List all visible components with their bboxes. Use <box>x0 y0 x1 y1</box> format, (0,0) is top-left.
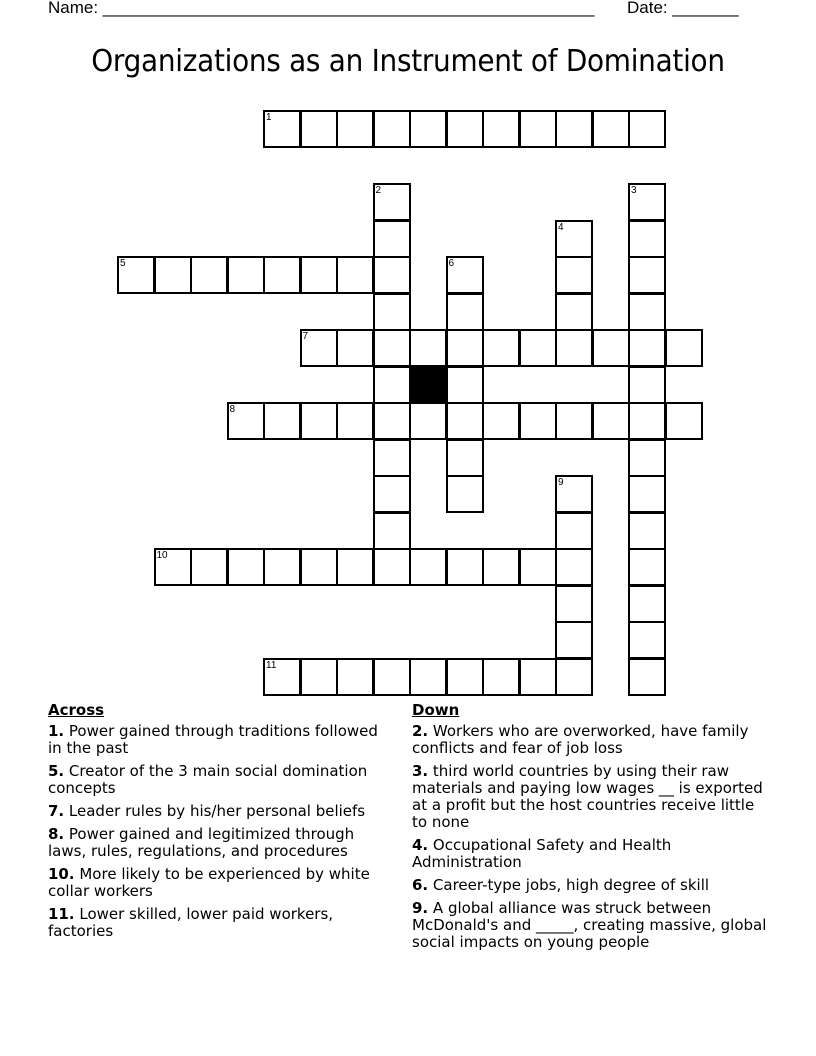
clue-down-2 <box>412 723 772 757</box>
grid-cell[interactable] <box>519 329 557 367</box>
grid-cell[interactable] <box>336 658 374 696</box>
grid-cell[interactable] <box>628 402 666 440</box>
grid-cell[interactable] <box>628 366 666 404</box>
grid-cell[interactable] <box>519 110 557 148</box>
down-heading: Down <box>412 701 460 719</box>
grid-cell[interactable] <box>409 329 447 367</box>
grid-cell[interactable] <box>117 256 155 294</box>
grid-cell[interactable] <box>154 548 192 586</box>
clue-across-1 <box>48 723 393 757</box>
grid-cell[interactable] <box>628 329 666 367</box>
clue-text: More likely to be experienced by white collar workers <box>48 865 370 900</box>
grid-cell[interactable] <box>519 658 557 696</box>
grid-cell[interactable] <box>482 329 520 367</box>
grid-cell[interactable] <box>555 658 593 696</box>
grid-cell[interactable] <box>628 621 666 659</box>
grid-cell[interactable] <box>555 548 593 586</box>
clue-number: 4. <box>412 836 429 854</box>
grid-cell[interactable] <box>555 256 593 294</box>
date-field[interactable]: Date: _______ <box>627 0 739 17</box>
grid-cell[interactable] <box>373 183 411 221</box>
clue-across-8 <box>48 826 393 860</box>
clue-number: 5. <box>48 762 65 780</box>
grid-cell[interactable] <box>482 658 520 696</box>
grid-cell[interactable] <box>555 329 593 367</box>
grid-cell[interactable] <box>592 402 630 440</box>
clue-text: Career-type jobs, high degree of skill <box>432 876 710 894</box>
clue-number: 8. <box>48 825 65 843</box>
cell-number: 8 <box>229 404 236 415</box>
grid-cell[interactable] <box>665 329 703 367</box>
grid-cell[interactable] <box>373 439 411 477</box>
grid-cell[interactable] <box>227 402 265 440</box>
grid-cell[interactable] <box>628 512 666 550</box>
grid-cell[interactable] <box>263 402 301 440</box>
clue-number: 7. <box>48 802 65 820</box>
grid-cell[interactable] <box>519 402 557 440</box>
clue-text: Power gained through traditions followed in the past <box>48 722 378 757</box>
grid-cell[interactable] <box>300 548 338 586</box>
grid-cell[interactable] <box>555 402 593 440</box>
grid-cell[interactable] <box>628 183 666 221</box>
grid-cell[interactable] <box>628 256 666 294</box>
clue-number: 1. <box>48 722 65 740</box>
grid-cell[interactable] <box>336 548 374 586</box>
grid-cell[interactable] <box>300 658 338 696</box>
grid-cell[interactable] <box>373 475 411 513</box>
page-title: Organizations as an Instrument of Domination <box>91 44 725 79</box>
clue-number: 11. <box>48 905 75 923</box>
grid-cell[interactable] <box>373 110 411 148</box>
clue-number: 9. <box>412 899 429 917</box>
clue-text: Occupational Safety and Health Administration <box>412 836 672 871</box>
grid-cell[interactable] <box>628 475 666 513</box>
clue-text: Workers who are overworked, have family conflicts and fear of job loss <box>412 722 749 757</box>
clue-down-9 <box>412 900 772 951</box>
clue-number: 6. <box>412 876 429 894</box>
grid-cell[interactable] <box>446 329 484 367</box>
grid-cell[interactable] <box>628 585 666 623</box>
grid-cell[interactable] <box>482 402 520 440</box>
grid-cell[interactable] <box>446 110 484 148</box>
grid-cell[interactable] <box>373 256 411 294</box>
grid-cell[interactable] <box>336 256 374 294</box>
grid-cell[interactable] <box>555 621 593 659</box>
grid-cell[interactable] <box>373 293 411 331</box>
clue-text: A global alliance was struck between McDonald's and _____, creating massive, global social impacts on young people <box>412 899 767 951</box>
cell-number: 3 <box>631 185 637 196</box>
grid-cell[interactable] <box>628 293 666 331</box>
grid-cell[interactable] <box>409 548 447 586</box>
clue-down-4 <box>412 837 772 871</box>
cell-number: 6 <box>448 258 455 269</box>
grid-cell[interactable] <box>373 548 411 586</box>
grid-cell[interactable] <box>300 256 338 294</box>
grid-cell[interactable] <box>555 512 593 550</box>
grid-cell[interactable] <box>336 402 374 440</box>
clue-down-6 <box>412 877 772 894</box>
grid-cell[interactable] <box>555 220 593 258</box>
grid-cell[interactable] <box>373 220 411 258</box>
grid-cell[interactable] <box>263 548 301 586</box>
grid-cell[interactable] <box>336 110 374 148</box>
grid-cell[interactable] <box>628 548 666 586</box>
grid-cell[interactable] <box>409 402 447 440</box>
clue-across-11 <box>48 906 393 940</box>
down-clues <box>412 702 772 957</box>
clue-number: 2. <box>412 722 429 740</box>
clue-number: 3. <box>412 762 429 780</box>
clue-number: 10. <box>48 865 75 883</box>
grid-cell[interactable] <box>373 402 411 440</box>
grid-cell[interactable] <box>555 475 593 513</box>
cell-number: 9 <box>558 477 564 488</box>
grid-cell[interactable] <box>519 548 557 586</box>
grid-cell[interactable] <box>446 256 484 294</box>
grid-cell[interactable] <box>263 110 301 148</box>
grid-cell[interactable] <box>555 585 593 623</box>
cell-number: 5 <box>120 258 126 269</box>
black-cell <box>409 366 447 404</box>
cell-number: 7 <box>302 331 309 342</box>
grid-cell[interactable] <box>628 110 666 148</box>
grid-cell[interactable] <box>263 658 301 696</box>
clue-across-7 <box>48 803 393 820</box>
grid-cell[interactable] <box>154 256 192 294</box>
across-heading: Across <box>48 701 105 719</box>
grid-cell[interactable] <box>227 548 265 586</box>
grid-cell[interactable] <box>446 658 484 696</box>
grid-cell[interactable] <box>592 329 630 367</box>
grid-cell[interactable] <box>336 329 374 367</box>
grid-cell[interactable] <box>482 110 520 148</box>
grid-cell[interactable] <box>555 293 593 331</box>
grid-cell[interactable] <box>300 329 338 367</box>
grid-cell[interactable] <box>373 329 411 367</box>
clue-text: Power gained and legitimized through laws, rules, regulations, and procedures <box>48 825 355 860</box>
grid-cell[interactable] <box>373 366 411 404</box>
grid-cell[interactable] <box>446 293 484 331</box>
clue-down-3 <box>412 763 772 831</box>
clue-text: Lower skilled, lower paid workers, factories <box>48 905 334 940</box>
clue-text: Creator of the 3 main social domination concepts <box>48 762 368 797</box>
clue-text: Leader rules by his/her personal beliefs <box>68 802 366 820</box>
grid-cell[interactable] <box>263 256 301 294</box>
grid-cell[interactable] <box>373 658 411 696</box>
grid-cell[interactable] <box>300 110 338 148</box>
grid-cell[interactable] <box>300 402 338 440</box>
cell-number: 11 <box>266 659 277 671</box>
grid-cell[interactable] <box>592 110 630 148</box>
grid-cell[interactable] <box>446 548 484 586</box>
grid-cell[interactable] <box>628 658 666 696</box>
grid-cell[interactable] <box>227 256 265 294</box>
clue-text: third world countries by using their raw materials and paying low wages __ is exported at a profit but the host countries receive little to none <box>412 762 763 831</box>
across-clues <box>48 702 393 946</box>
grid-cell[interactable] <box>628 439 666 477</box>
grid-cell[interactable] <box>482 548 520 586</box>
grid-cell[interactable] <box>446 402 484 440</box>
cell-number: 10 <box>156 550 168 561</box>
grid-cell[interactable] <box>190 256 228 294</box>
clue-across-5 <box>48 763 393 797</box>
grid-cell[interactable] <box>409 658 447 696</box>
grid-cell[interactable] <box>628 220 666 258</box>
clue-across-10 <box>48 866 393 900</box>
grid-cell[interactable] <box>373 512 411 550</box>
grid-cell[interactable] <box>665 402 703 440</box>
grid-cell[interactable] <box>555 110 593 148</box>
grid-cell[interactable] <box>446 439 484 477</box>
grid-cell[interactable] <box>446 366 484 404</box>
cell-number: 1 <box>266 112 272 123</box>
grid-cell[interactable] <box>446 475 484 513</box>
cell-number: 4 <box>558 221 564 233</box>
grid-cell[interactable] <box>409 110 447 148</box>
name-field[interactable]: Name: ____________________________________________________ <box>48 0 595 17</box>
cell-number: 2 <box>375 185 382 196</box>
grid-cell[interactable] <box>190 548 228 586</box>
